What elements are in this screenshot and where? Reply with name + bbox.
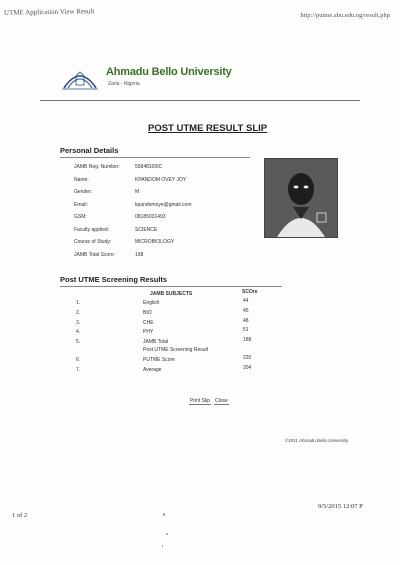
screening-results-heading: Post UTME Screening Results — [60, 275, 168, 284]
section-divider — [60, 286, 282, 287]
field-label: Faculty applied: — [74, 226, 110, 233]
scan-speck — [163, 513, 165, 516]
row-number: 5. — [76, 339, 81, 345]
scan-speck — [162, 545, 163, 547]
subject-score: 51 — [243, 327, 249, 333]
browser-print-header-title: UTME Application View Result — [3, 7, 95, 17]
field-label: Name: — [74, 176, 89, 183]
scan-speck — [166, 533, 168, 535]
field-label: GSM: — [74, 214, 87, 220]
subject-score: 220 — [243, 355, 252, 361]
section-divider — [60, 157, 250, 158]
university-location: Zaria - Nigeria — [108, 81, 140, 87]
field-label: Email: — [74, 201, 88, 208]
subject-score: 204 — [243, 365, 252, 371]
column-header-score: SCOre — [242, 289, 258, 295]
page-count: 1 of 2 — [12, 512, 28, 519]
row-number: 1. — [76, 300, 81, 306]
subject-name: BIO — [143, 310, 152, 316]
subject-name: JAMB Total — [143, 339, 169, 345]
field-label: JAMB Total Score: — [74, 251, 116, 258]
subject-score: 44 — [243, 298, 249, 304]
subject-name: CHE — [143, 320, 154, 326]
field-value: kpandomoye@gmail.com — [135, 201, 192, 208]
personal-details-heading: Personal Details — [60, 146, 119, 155]
subject-name: Average — [143, 367, 162, 373]
subject-name: PUTME Score — [143, 357, 175, 363]
copyright-notice: ©2011 Ahmadu Bello University — [285, 438, 349, 443]
header-divider — [40, 100, 360, 101]
field-value: KPANDOM OVEY JOY — [135, 176, 187, 183]
field-value: 168 — [135, 251, 144, 258]
print-slip-button[interactable]: Print Slip — [190, 398, 211, 404]
university-name: Ahmadu Bello University — [106, 66, 232, 78]
applicant-photo — [264, 158, 338, 238]
row-number: 3. — [76, 320, 81, 326]
print-datetime: 9/5/2015 12:07 P — [318, 503, 363, 510]
subject-name: English — [143, 300, 160, 306]
column-header-subjects: JAMB SUBJECTS — [150, 291, 193, 297]
subject-score: 45 — [243, 308, 249, 314]
field-value: MICROBIOLOGY — [135, 239, 175, 245]
browser-print-header-url: http://putme.abu.edu.ng/result.php — [300, 12, 390, 19]
field-value: 08185031493 — [135, 214, 166, 220]
close-button[interactable]: Close — [215, 398, 228, 404]
row-number: 6. — [76, 357, 81, 363]
field-label: Gender: — [74, 189, 93, 195]
subject-score: 188 — [243, 337, 252, 343]
subject-score: 48 — [243, 318, 249, 324]
field-value: M — [135, 189, 140, 195]
row-number: 7. — [76, 367, 81, 373]
page-title: POST UTME RESULT SLIP — [148, 123, 268, 134]
field-value: SCIENCE — [135, 226, 158, 233]
row-number: 4. — [76, 329, 81, 335]
subject-name: PHY — [143, 329, 154, 335]
university-logo-icon — [60, 66, 100, 94]
field-label: Course of Study: — [74, 239, 112, 245]
field-value: 55848100IC — [135, 164, 163, 170]
row-number: 2. — [76, 310, 81, 316]
field-label: JAMB Reg. Number: — [74, 164, 120, 170]
subject-name: Post UTME Screening Result — [143, 347, 209, 353]
